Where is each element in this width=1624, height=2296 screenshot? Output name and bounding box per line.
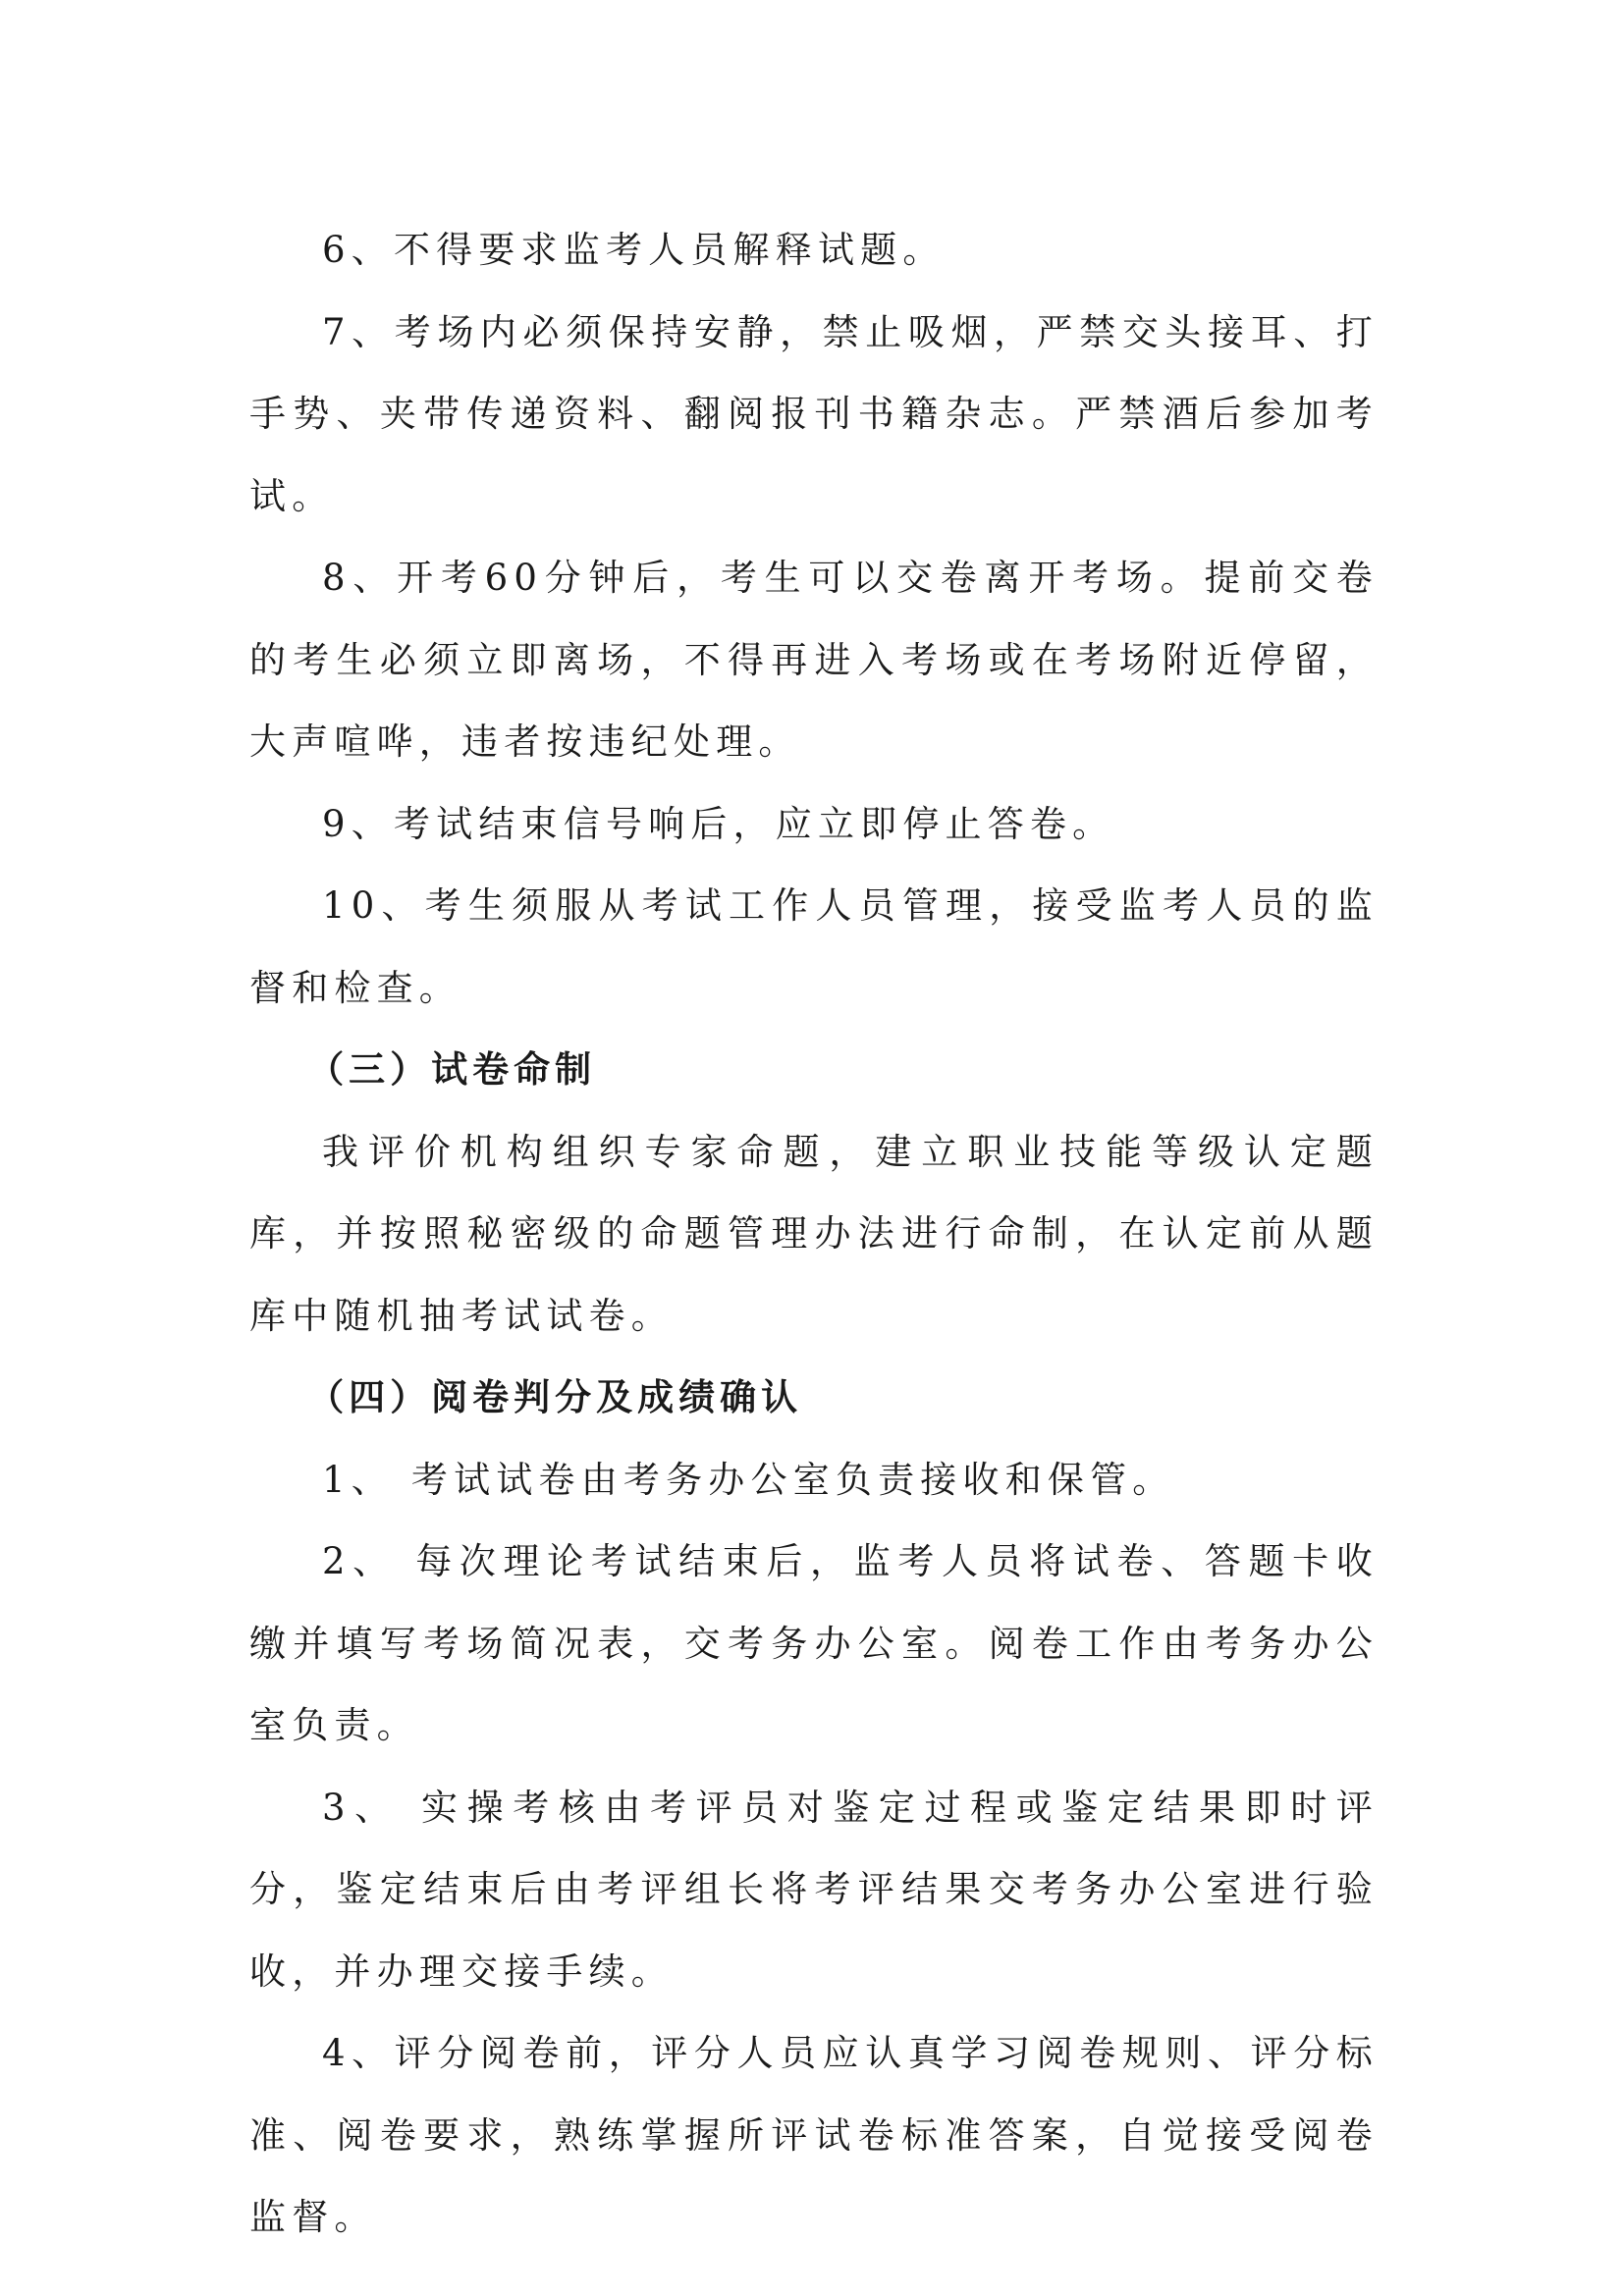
- section-3-heading: （三）试卷命制: [307, 1048, 597, 1091]
- grading-1: 1、 考试试卷由考务办公室负责接收和保管。: [322, 1458, 1175, 1501]
- section-4-heading: （四）阅卷判分及成绩确认: [307, 1376, 803, 1418]
- grading-3: 3、 实操考核由考评员对鉴定过程或鉴定结果即时评分，鉴定结束后由考评组长将考评结果交考务办公室进行验收，并办理交接手续。: [249, 1786, 1379, 1993]
- section-3-para: 我评价机构组织专家命题，建立职业技能等级认定题库，并按照秘密级的命题管理办法进行命制，在认定前从题库中随机抽考试试卷。: [249, 1130, 1379, 1337]
- rule-7: 7、考场内必须保持安静，禁止吸烟，严禁交头接耳、打手势、夹带传递资料、翻阅报刊书籍杂志。严禁酒后参加考试。: [249, 310, 1379, 517]
- document-body: [249, 209, 1379, 2259]
- grading-4: 4、评分阅卷前，评分人员应认真学习阅卷规则、评分标准、阅卷要求，熟练掌握所评试卷标准答案，自觉接受阅卷监督。: [249, 2032, 1379, 2238]
- rule-10: 10、考生须服从考试工作人员管理，接受监考人员的监督和检查。: [249, 884, 1379, 1009]
- grading-2: 2、 每次理论考试结束后，监考人员将试卷、答题卡收缴并填写考场简况表，交考务办公室。阅卷工作由考务办公室负责。: [249, 1540, 1379, 1746]
- rule-9: 9、考试结束信号响后，应立即停止答卷。: [322, 802, 1115, 845]
- rule-8: 8、开考60分钟后，考生可以交卷离开考场。提前交卷的考生必须立即离场，不得再进入考场或在考场附近停留，大声喧哗，违者按违纪处理。: [249, 557, 1379, 763]
- rule-6: 6、不得要求监考人员解释试题。: [322, 229, 946, 271]
